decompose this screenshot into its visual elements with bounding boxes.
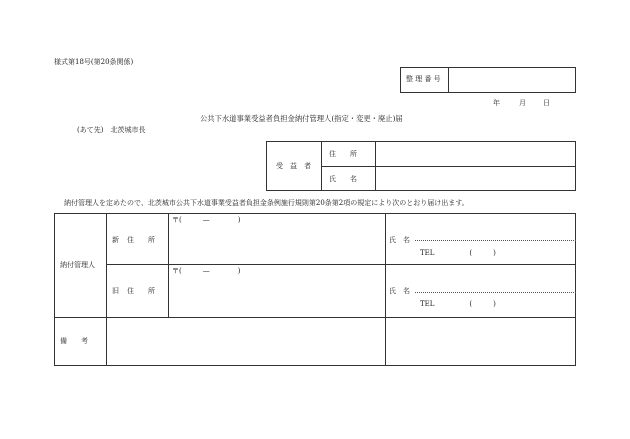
- remarks-label: 備 考: [60, 337, 88, 345]
- kanrinin-label: 納付管理人: [60, 261, 95, 269]
- old-name-label: 氏 名: [389, 287, 410, 295]
- old-postal: 〒( — ): [172, 267, 241, 275]
- seiri-divider: [448, 67, 449, 93]
- new-postal: 〒( — ): [172, 216, 241, 224]
- beneficiary-name-input[interactable]: [379, 169, 573, 188]
- seiri-number-input[interactable]: [452, 70, 572, 90]
- new-address-label: 住 所: [127, 236, 155, 244]
- new-address-input[interactable]: [172, 227, 381, 261]
- beneficiary-address-label: 住 所: [329, 150, 357, 158]
- beneficiary-label: 受 益 者: [276, 162, 311, 170]
- col-divider-name: [385, 213, 386, 366]
- addressee: (あて先) 北茨城市長: [77, 126, 146, 134]
- new-label: 新: [112, 236, 119, 244]
- col-divider-address-label: [168, 213, 169, 317]
- statement: 納付管理人を定めたので、北茨城市公共下水道事業受益者負担金条例施行規則第20条第2項の規定により次のとおり届け出ます。: [64, 199, 469, 207]
- old-tel: TEL ( ): [420, 300, 496, 308]
- remarks-input[interactable]: [110, 320, 381, 363]
- row-divider-new-old: [106, 264, 576, 265]
- new-tel: TEL ( ): [420, 249, 496, 257]
- date-day-label: 日: [543, 99, 550, 107]
- new-name-label: 氏 名: [389, 236, 410, 244]
- old-name-input[interactable]: [419, 276, 574, 290]
- beneficiary-address-input[interactable]: [379, 144, 573, 163]
- date-month-label: 月: [519, 99, 526, 107]
- old-name-tel-separator: [415, 292, 576, 293]
- row-divider-remarks: [54, 317, 576, 318]
- beneficiary-name-label: 氏 名: [329, 175, 357, 183]
- col-divider-label: [106, 213, 107, 366]
- new-name-input[interactable]: [419, 224, 574, 238]
- form-title: 公共下水道事業受益者負担金納付管理人(指定・変更・廃止)届: [200, 114, 403, 123]
- old-address-input[interactable]: [172, 278, 381, 314]
- old-address-label: 住 所: [127, 287, 155, 295]
- form-number: 様式第18号(第20条関係): [54, 58, 134, 66]
- date-year-label: 年: [493, 99, 500, 107]
- old-label: 旧: [112, 287, 119, 295]
- new-name-tel-separator: [415, 240, 576, 241]
- seiri-number-label: 整 理 番 号: [406, 75, 441, 83]
- beneficiary-row-divider: [321, 166, 576, 167]
